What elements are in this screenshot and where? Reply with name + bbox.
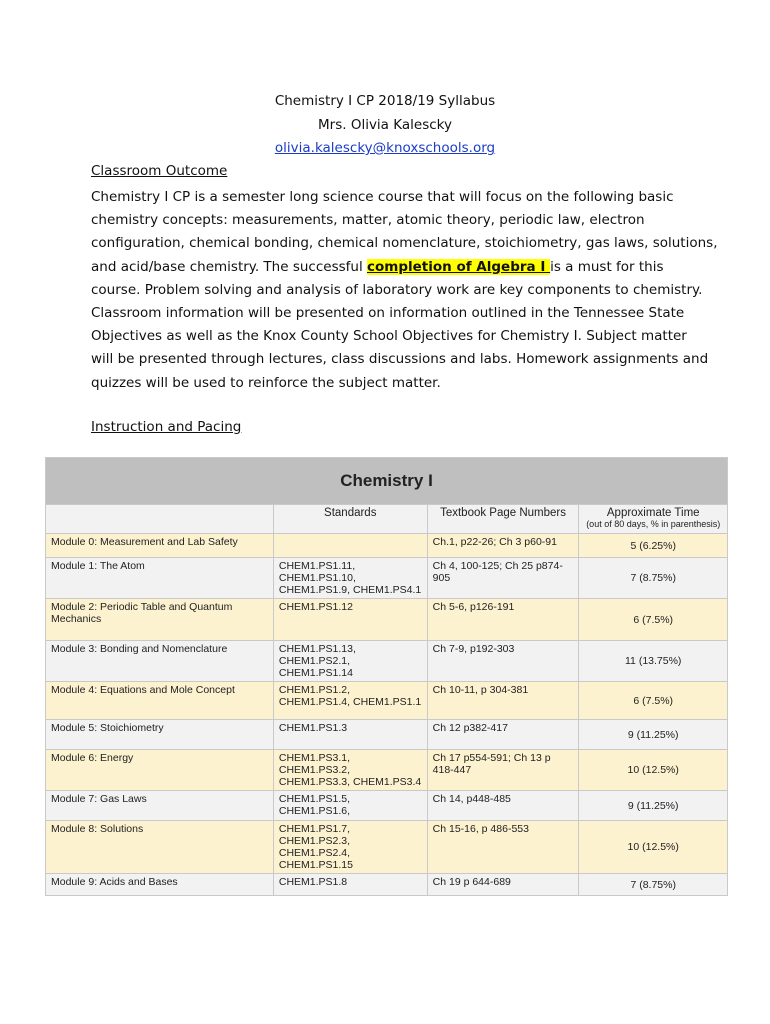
time-cell: 10 (12.5%) — [579, 821, 728, 874]
pages-cell: Ch 7-9, p192-303 — [427, 641, 579, 682]
pacing-table — [45, 457, 728, 896]
pacing-heading: Instruction and Pacing — [91, 419, 242, 435]
outcome-line: configuration, chemical bonding, chemical nomenclature, stoichiometry, gas laws, solutions, — [91, 235, 718, 252]
outcome-line: course. Problem solving and analysis of laboratory work are key components to chemistry. — [91, 281, 703, 298]
outcome-line: Objectives as well as the Knox County School Objectives for Chemistry I. Subject matter — [91, 328, 687, 345]
module-cell: Module 7: Gas Laws — [46, 791, 274, 821]
standards-cell: CHEM1.PS1.11, CHEM1.PS1.10, CHEM1.PS1.9, CHEM1.PS4.1 — [273, 558, 427, 599]
time-cell: 7 (8.75%) — [579, 874, 728, 896]
time-cell: 6 (7.5%) — [579, 682, 728, 720]
pages-cell: Ch 17 p554-591; Ch 13 p 418-447 — [427, 750, 579, 791]
pages-cell: Ch 4, 100-125; Ch 25 p874-905 — [427, 558, 579, 599]
outcome-line: chemistry concepts: measurements, matter, atomic theory, periodic law, electron — [91, 212, 645, 229]
table-title: Chemistry I — [46, 458, 728, 505]
module-cell: Module 4: Equations and Mole Concept — [46, 682, 274, 720]
line-text: and acid/base chemistry. The successful — [91, 258, 367, 275]
table-row — [46, 821, 728, 874]
time-cell: 7 (8.75%) — [579, 558, 728, 599]
pages-cell: Ch 15-16, p 486-553 — [427, 821, 579, 874]
table-header-row — [46, 505, 728, 534]
column-header: Standards — [273, 505, 427, 534]
pages-cell: Ch.1, p22-26; Ch 3 p60-91 — [427, 534, 579, 558]
outcome-line: quizzes will be used to reinforce the subject matter. — [91, 374, 441, 391]
standards-cell: CHEM1.PS1.3 — [273, 720, 427, 750]
outcome-heading: Classroom Outcome — [91, 163, 228, 179]
time-cell: 6 (7.5%) — [579, 599, 728, 641]
column-header — [46, 505, 274, 534]
teacher-name: Mrs. Olivia Kalescky — [318, 117, 452, 133]
time-cell: 5 (6.25%) — [579, 534, 728, 558]
standards-cell — [273, 534, 427, 558]
table-row — [46, 791, 728, 821]
column-header — [579, 505, 728, 534]
standards-cell: CHEM1.PS1.12 — [273, 599, 427, 641]
pages-cell: Ch 14, p448-485 — [427, 791, 579, 821]
pages-cell: Ch 5-6, p126-191 — [427, 599, 579, 641]
time-cell: 9 (11.25%) — [579, 720, 728, 750]
standards-cell: CHEM1.PS1.2, CHEM1.PS1.4, CHEM1.PS1.1 — [273, 682, 427, 720]
pages-cell: Ch 12 p382-417 — [427, 720, 579, 750]
document-title: Chemistry I CP 2018/19 Syllabus — [274, 93, 496, 109]
pages-cell: Ch 19 p 644-689 — [427, 874, 579, 896]
time-cell: 11 (13.75%) — [579, 641, 728, 682]
module-cell: Module 8: Solutions — [46, 821, 274, 874]
teacher-email-link[interactable]: olivia.kalescky@knoxschools.org — [274, 140, 496, 156]
module-cell: Module 3: Bonding and Nomenclature — [46, 641, 274, 682]
module-cell: Module 1: The Atom — [46, 558, 274, 599]
table-row — [46, 534, 728, 558]
time-header: Approximate Time — [606, 507, 700, 519]
table-row — [46, 682, 728, 720]
algebra-highlight: completion of Algebra I — [367, 258, 551, 275]
line-text: is a must for this — [550, 258, 664, 275]
table-row — [46, 599, 728, 641]
standards-cell: CHEM1.PS3.1, CHEM1.PS3.2, CHEM1.PS3.3, CHEM1.PS3.4 — [273, 750, 427, 791]
time-note: (out of 80 days, % in parenthesis) — [586, 519, 721, 529]
time-cell: 9 (11.25%) — [579, 791, 728, 821]
pages-cell: Ch 10-11, p 304-381 — [427, 682, 579, 720]
table-row — [46, 874, 728, 896]
module-cell: Module 2: Periodic Table and Quantum Mechanics — [46, 599, 274, 641]
module-cell: Module 9: Acids and Bases — [46, 874, 274, 896]
outcome-line: Classroom information will be presented on information outlined in the Tennessee State — [91, 305, 685, 322]
table-row — [46, 720, 728, 750]
table-row — [46, 641, 728, 682]
time-cell: 10 (12.5%) — [579, 750, 728, 791]
standards-cell: CHEM1.PS1.13, CHEM1.PS2.1, CHEM1.PS1.14 — [273, 641, 427, 682]
outcome-line: will be presented through lectures, class discussions and labs. Homework assignments and — [91, 351, 709, 368]
outcome-line: Chemistry I CP is a semester long science course that will focus on the following basic — [91, 189, 674, 205]
standards-cell: CHEM1.PS1.5, CHEM1.PS1.6, — [273, 791, 427, 821]
table-row — [46, 750, 728, 791]
outcome-line — [91, 256, 691, 279]
standards-cell: CHEM1.PS1.8 — [273, 874, 427, 896]
module-cell: Module 0: Measurement and Lab Safety — [46, 534, 274, 558]
standards-cell: CHEM1.PS1.7, CHEM1.PS2.3, CHEM1.PS2.4, CHEM1.PS1.15 — [273, 821, 427, 874]
module-cell: Module 5: Stoichiometry — [46, 720, 274, 750]
outcome-paragraph — [91, 186, 718, 395]
table-row — [46, 558, 728, 599]
module-cell: Module 6: Energy — [46, 750, 274, 791]
column-header: Textbook Page Numbers — [427, 505, 579, 534]
